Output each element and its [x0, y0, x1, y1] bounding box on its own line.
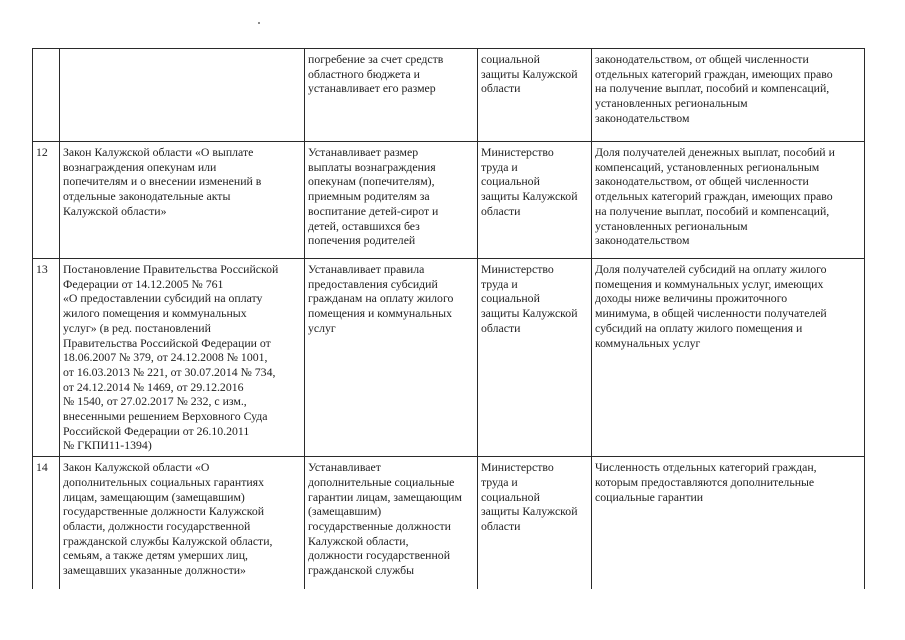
- table-row: [33, 142, 865, 259]
- table-row: [33, 457, 865, 590]
- legal-act-cell: Постановление Правительства Российской Федерации от 14.12.2005 № 761 «О предоставлении субсидий на оплату жилого помещения и коммунальных услуг» (в ред. постановлений Правительства Российской Федерации от 18.06.2007 № 379, от 24.12.2008 № 1001, от 16.03.2013 № 221, от 30.07.2014 № 734, от 24.12.2014 № 1469, от 29.12.2016 № 1540, от 27.02.2017 № 232, с изм., внесенными решением Верховного Суда Российской Федерации от 26.10.2011 № ГКПИ11-1394): [60, 259, 305, 457]
- row-number: 14: [33, 457, 60, 590]
- ministry-cell: Министерство труда и социальной защиты Калужской области: [478, 142, 592, 259]
- ministry-cell: социальной защиты Калужской области: [478, 49, 592, 142]
- row-number: 13: [33, 259, 60, 457]
- indicator-cell: законодательством, от общей численности отдельных категорий граждан, имеющих право на получение выплат, пособий и компенсаций, установленных региональным законодательством: [592, 49, 865, 142]
- indicator-cell: Доля получателей субсидий на оплату жилого помещения и коммунальных услуг, имеющих доходы ниже величины прожиточного минимума, в общей численности получателей субсидий на оплату жилого помещения и коммунальных услуг: [592, 259, 865, 457]
- row-number: [33, 49, 60, 142]
- indicator-cell: Доля получателей денежных выплат, пособий и компенсаций, установленных региональным законодательством, от общей численности отдельных категорий граждан, имеющих право на получение выплат, пособий и компенсаций, установленных региональным законодательством: [592, 142, 865, 259]
- ministry-cell: Министерство труда и социальной защиты Калужской области: [478, 259, 592, 457]
- purpose-cell: погребение за счет средств областного бюджета и устанавливает его размер: [305, 49, 478, 142]
- legal-act-cell: [60, 49, 305, 142]
- indicator-cell: Численность отдельных категорий граждан, которым предоставляются дополнительные социальные гарантии: [592, 457, 865, 590]
- table-row: [33, 49, 865, 142]
- legal-acts-table: [32, 48, 865, 589]
- row-number: 12: [33, 142, 60, 259]
- purpose-cell: Устанавливает правила предоставления субсидий гражданам на оплату жилого помещения и коммунальных услуг: [305, 259, 478, 457]
- purpose-cell: Устанавливает размер выплаты вознаграждения опекунам (попечителям), приемным родителям за воспитание детей-сирот и детей, оставшихся без попечения родителей: [305, 142, 478, 259]
- ministry-cell: Министерство труда и социальной защиты Калужской области: [478, 457, 592, 590]
- legal-act-cell: Закон Калужской области «О дополнительных социальных гарантиях лицам, замещающим (замещавшим) государственные должности Калужской области, должности государственной гражданской службы Калужской области, семьям, а также детям умерших лиц, замещавших указанные должности»: [60, 457, 305, 590]
- table-row: [33, 259, 865, 457]
- legal-act-cell: Закон Калужской области «О выплате вознаграждения опекунам или попечителям и о внесении изменений в отдельные законодательные акты Калужской области»: [60, 142, 305, 259]
- purpose-cell: Устанавливает дополнительные социальные гарантии лицам, замещающим (замещавшим) государственные должности Калужской области, должности государственной гражданской службы: [305, 457, 478, 590]
- scan-dot: [258, 22, 260, 24]
